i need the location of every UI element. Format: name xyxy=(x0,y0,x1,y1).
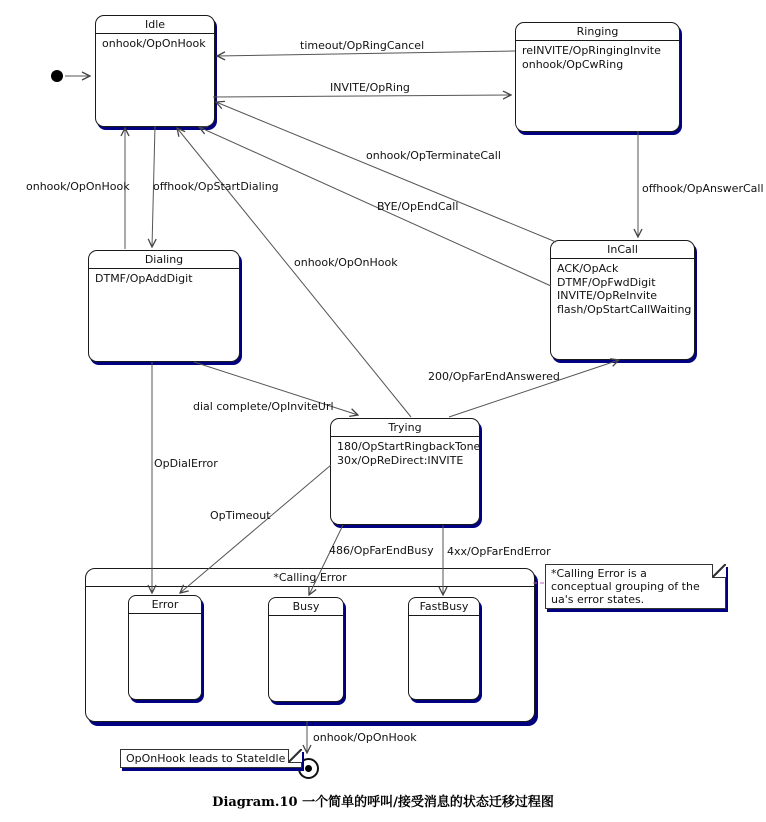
note-calling-error xyxy=(545,564,726,609)
state-dialing-action: DTMF/OpAddDigit xyxy=(95,272,193,285)
label-200-far-end-answered: 200/OpFarEndAnswered xyxy=(428,370,560,383)
label-invite-ring: INVITE/OpRing xyxy=(330,81,410,94)
transition-onhook-terminate-call xyxy=(216,102,556,242)
state-error-title: Error xyxy=(129,596,201,614)
label-bye-end-call: BYE/OpEndCall xyxy=(377,200,459,213)
state-incall-action: DTMF/OpFwdDigit xyxy=(557,275,656,289)
state-incall xyxy=(550,240,695,360)
state-busy xyxy=(268,597,344,702)
label-op-timeout: OpTimeout xyxy=(210,509,271,522)
state-idle-action: onhook/OpOnHook xyxy=(102,37,206,50)
state-trying-title: Trying xyxy=(331,419,479,437)
label-offhook-start-dialing: offhook/OpStartDialing xyxy=(153,180,279,193)
state-dialing xyxy=(88,250,240,362)
state-fastbusy xyxy=(408,597,480,700)
label-op-dial-error: OpDialError xyxy=(154,457,218,470)
label-final-onhook: onhook/OpOnHook xyxy=(313,731,417,744)
transition-invite-ring xyxy=(213,95,511,97)
label-4xx-far-end-error: 4xx/OpFarEndError xyxy=(447,545,551,558)
state-ringing xyxy=(515,22,680,132)
note-fold-icon xyxy=(288,749,302,763)
state-ringing-title: Ringing xyxy=(516,23,679,41)
note-calling-error-text: *Calling Error is a conceptual grouping of the ua's error states. xyxy=(551,567,700,606)
state-trying-action: 180/OpStartRingbackTone xyxy=(337,440,481,453)
label-onhook-trying: onhook/OpOnHook xyxy=(294,256,398,269)
state-incall-title: InCall xyxy=(551,241,694,259)
state-dialing-title: Dialing xyxy=(89,251,239,269)
state-fastbusy-title: FastBusy xyxy=(409,598,479,616)
state-ringing-action: onhook/OpCwRing xyxy=(522,57,624,71)
state-incall-action: ACK/OpAck xyxy=(557,262,619,275)
state-trying-action: 30x/OpReDirect:INVITE xyxy=(337,453,464,467)
state-ringing-action: reINVITE/OpRingingInvite xyxy=(522,44,661,57)
state-busy-title: Busy xyxy=(269,598,343,616)
state-trying xyxy=(330,418,480,525)
state-idle xyxy=(95,15,215,127)
final-state-dot xyxy=(305,765,312,772)
label-offhook-answer-call: offhook/OpAnswerCall xyxy=(642,182,764,195)
label-486-far-end-busy: 486/OpFarEndBusy xyxy=(329,544,434,557)
note-oponhook-text: OpOnHook leads to StateIdle xyxy=(126,752,286,765)
state-error xyxy=(128,595,202,700)
state-incall-action: flash/OpStartCallWaiting xyxy=(557,302,692,316)
state-incall-action: INVITE/OpReInvite xyxy=(557,289,658,302)
label-timeout-ring-cancel: timeout/OpRingCancel xyxy=(300,39,425,52)
diagram-caption: Diagram.10 一个简单的呼叫/接受消息的状态迁移过程图 xyxy=(212,795,554,810)
state-idle-title: Idle xyxy=(96,16,214,34)
label-onhook-terminate-call: onhook/OpTerminateCall xyxy=(366,149,501,162)
label-dial-complete: dial complete/OpInviteUrl xyxy=(193,400,334,413)
transition-200-far-end-answered xyxy=(449,360,619,417)
initial-state-dot xyxy=(51,70,63,82)
note-oponhook xyxy=(120,749,302,768)
label-onhook-oponhook: onhook/OpOnHook xyxy=(26,180,130,193)
note-fold-icon xyxy=(712,564,726,578)
state-calling-error-title: *Calling Error xyxy=(86,569,534,587)
